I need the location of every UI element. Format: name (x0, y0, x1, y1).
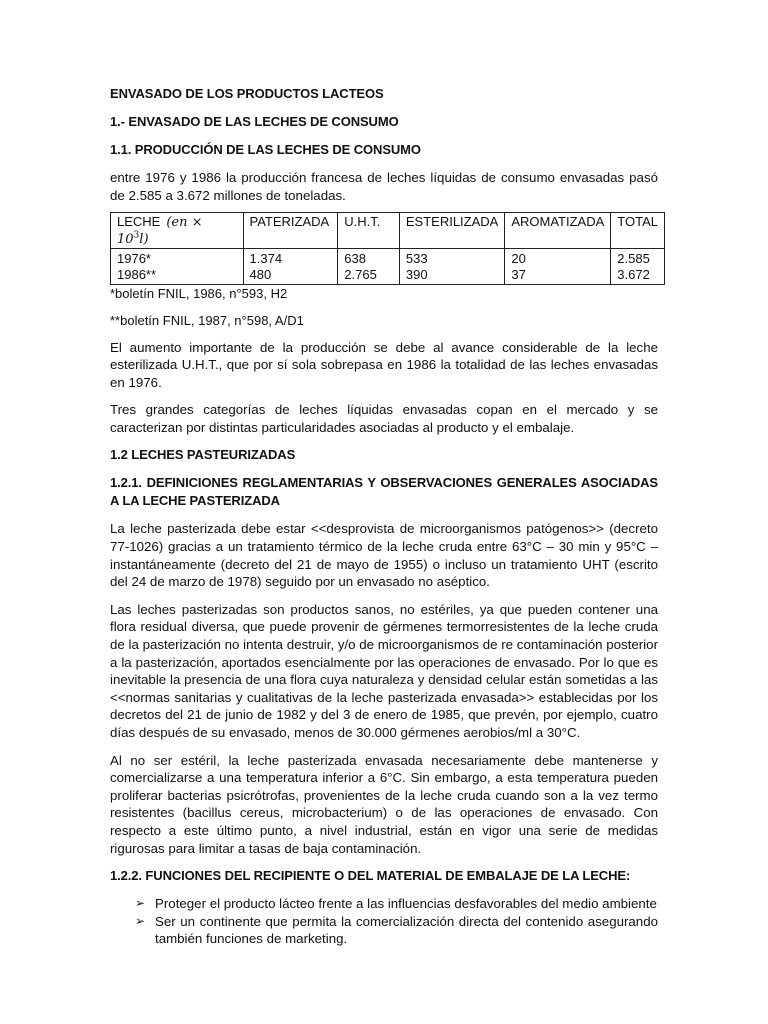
paragraph-definition: La leche pasterizada debe estar <<desprovista de microorganismos patógenos>> (decreto 77-1026) gracias a un tratamiento térmico de la leche cruda entre 63°C – 30 min y 95°C – instantáneamente (decreto del 21 de mayo de 1955) o incluso un tratamiento UHT (escrito del 24 de marzo de 1978) seguido por un envasado no aséptico. (110, 521, 658, 590)
list-item-text: Proteger el producto lácteo frente a las influencias desfavorables del medio ambiente (155, 896, 657, 912)
list-item-text: Ser un continente que permita la comercialización directa del contenido asegurando también funciones de marketing. (155, 913, 658, 947)
footnote-1: *boletín FNIL, 1986, n°593, H2 (110, 285, 288, 301)
header-leche-label: LECHE (117, 214, 161, 230)
unit-formula: $(en \times 10^3l)$ (117, 215, 203, 247)
arrow-bullet-icon: ➢ (135, 913, 146, 928)
paragraph-flora: Las leches pasterizadas son productos sanos, no estériles, ya que pueden contener una flora residual diversa, que puede provenir de gérmenes termorresistentes de la leche cruda de la pasterización no intenta destruir, y/o de microorganismos de re contaminación posterior a la pasterización, aportados esencialmente por las operaciones de envasado. Por lo que es inevitable la presencia de una flora cuya naturaleza y densidad celular están sometidas a las <<normas sanitarias y cualitativas de la leche pasterizada envasada>> establecidas por los decretos del 21 de junio de 1982 y del 3 de enero de 1985, que prevén, por ejemplo, cuatro días después de su envasado, menos de 30.000 gérmenes aerobios/ml a 30°C. (110, 601, 658, 741)
section-heading-1: 1.- ENVASADO DE LAS LECHES DE CONSUMO (110, 114, 399, 129)
production-table (110, 212, 665, 284)
section-heading-1-2-1: 1.2.1. DEFINICIONES REGLAMENTARIAS Y OBSERVACIONES GENERALES ASOCIADAS A LA LECHE PASTERIZADA (110, 475, 658, 509)
header-total: TOTAL (611, 213, 665, 248)
cell-paterizada: 1.374 480 (243, 248, 338, 284)
cell-total: 2.585 3.672 (611, 248, 665, 284)
table-row (111, 248, 665, 284)
list-item (110, 895, 658, 913)
table-header-row (111, 213, 665, 248)
cell-uht: 638 2.765 (338, 248, 400, 284)
paragraph-categories: Tres grandes categorías de leches líquidas envasadas copan en el mercado y se caracterizan por distintas particularidades asociadas al producto y el embalaje. (110, 402, 658, 435)
header-paterizada: PATERIZADA (243, 213, 338, 248)
paragraph-production-increase: El aumento importante de la producción se debe al avance considerable de la leche esterilizada U.H.T., que por sí sola sobrepasa en 1986 la totalidad de las leches envasadas en 1976. (110, 339, 658, 390)
paragraph-temperature: Al no ser estéril, la leche pasterizada envasada necesariamente debe mantenerse y comercializarse a una temperatura inferior a 6°C. Sin embargo, a esta temperatura pueden proliferar bacterias psicrótrofas, provenientes de la leche cruda cuando son a la vez termo resistentes (bacillus cereus, microbacterium) o de las operaciones de envasado. Con respecto a este último punto, a nivel industrial, están en vigor una serie de medidas rigurosas para limitar a tasas de baja contaminación. (110, 752, 658, 856)
intro-paragraph: entre 1976 y 1986 la producción francesa de leches líquidas de consumo envasadas pasó de 2.585 a 3.672 millones de toneladas. (110, 170, 658, 203)
arrow-bullet-icon: ➢ (135, 896, 146, 911)
header-uht: U.H.T. (338, 213, 400, 248)
header-leche (111, 213, 244, 248)
section-heading-1-1: 1.1. PRODUCCIÓN DE LAS LECHES DE CONSUMO (110, 142, 421, 157)
document-body (110, 85, 658, 948)
cell-years: 1976* 1986** (111, 248, 244, 284)
header-esterilizada: ESTERILIZADA (399, 213, 504, 248)
cell-esterilizada: 533 390 (399, 248, 504, 284)
list-item (110, 913, 658, 948)
section-heading-1-2: 1.2 LECHES PASTEURIZADAS (110, 447, 296, 463)
footnote-2: **boletín FNIL, 1987, n°598, A/D1 (110, 312, 304, 328)
section-heading-1-2-2: 1.2.2. FUNCIONES DEL RECIPIENTE O DEL MATERIAL DE EMBALAJE DE LA LECHE: (110, 868, 631, 884)
header-aromatizada: AROMATIZADA (505, 213, 611, 248)
cell-aromatizada: 20 37 (505, 248, 611, 284)
functions-list (110, 895, 658, 948)
document-title: ENVASADO DE LOS PRODUCTOS LACTEOS (110, 86, 384, 101)
